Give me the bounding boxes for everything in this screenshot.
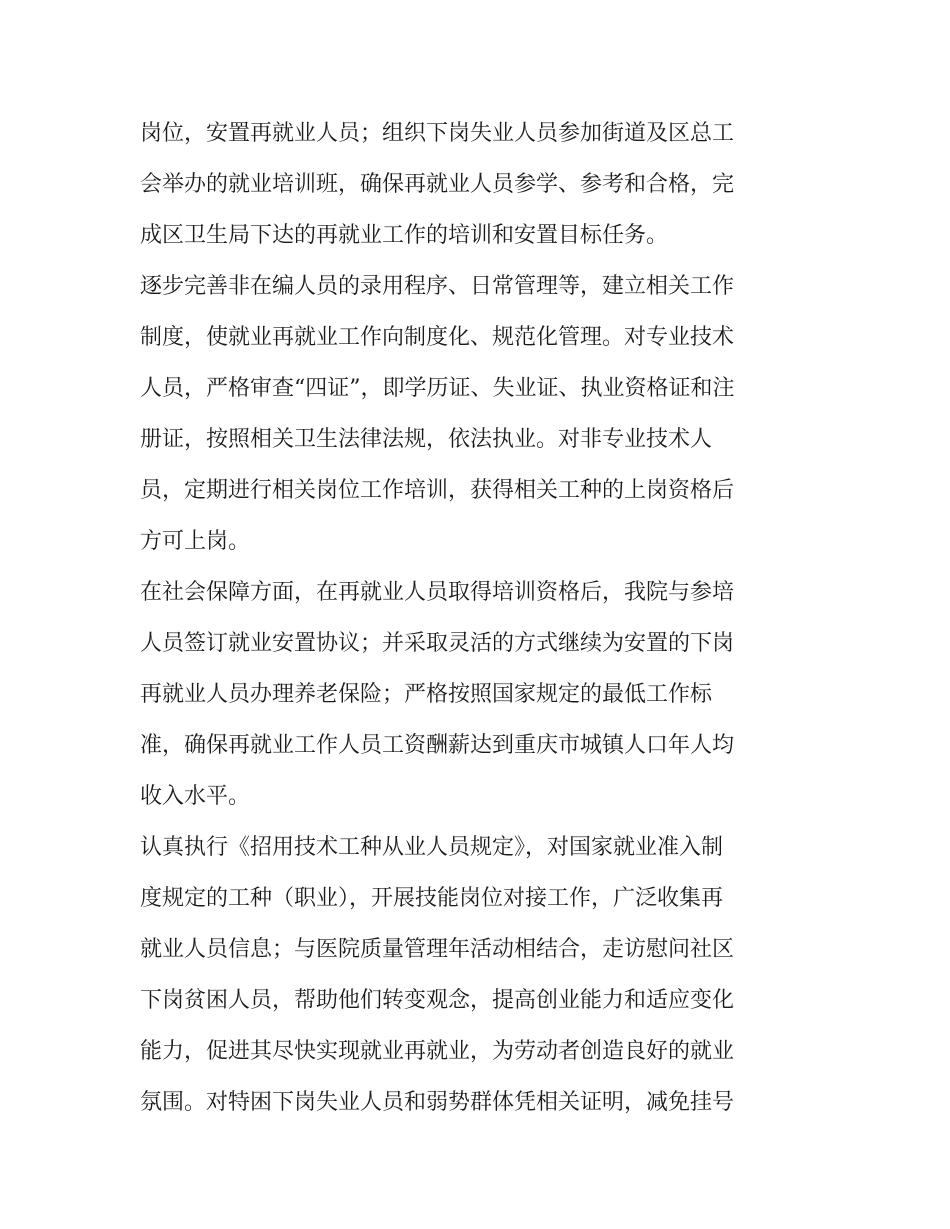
text-line-20: 氛围。对特困下岗失业人员和弱势群体凭相关证明，减免挂号 <box>140 1090 735 1115</box>
text-line-18: 下岗贫困人员，帮助他们转变观念，提高创业能力和适应变化 <box>140 988 735 1013</box>
text-line-8: 员，定期进行相关岗位工作培训，获得相关工种的上岗资格后 <box>140 478 735 503</box>
body-text <box>140 108 820 1128</box>
text-line-16: 度规定的工种（职业），开展技能岗位对接工作，广泛收集再 <box>140 886 724 911</box>
text-line-15: 认真执行《招用技术工种从业人员规定》，对国家就业准入制 <box>140 835 724 860</box>
text-line-2: 会举办的就业培训班，确保再就业人员参学、参考和合格，完 <box>140 172 735 197</box>
text-line-1: 岗位，安置再就业人员；组织下岗失业人员参加街道及区总工 <box>140 121 735 146</box>
text-line-11: 人员签订就业安置协议；并采取灵活的方式继续为安置的下岗 <box>140 631 735 656</box>
text-line-6: 人员，严格审查“四证”，即学历证、失业证、执业资格证和注 <box>140 376 735 401</box>
text-line-12: 再就业人员办理养老保险；严格按照国家规定的最低工作标 <box>140 682 713 707</box>
text-line-10: 在社会保障方面，在再就业人员取得培训资格后，我院与参培 <box>140 580 735 605</box>
text-line-7: 册证，按照相关卫生法律法规，依法执业。对非专业技术人 <box>140 427 713 452</box>
text-line-5: 制度，使就业再就业工作向制度化、规范化管理。对专业技术 <box>140 325 735 350</box>
text-line-13: 准，确保再就业工作人员工资酬薪达到重庆市城镇人口年人均 <box>140 733 735 758</box>
text-line-4: 逐步完善非在编人员的录用程序、日常管理等，建立相关工作 <box>140 274 735 299</box>
text-line-14: 收入水平。 <box>140 784 251 809</box>
text-line-19: 能力，促进其尽快实现就业再就业，为劳动者创造良好的就业 <box>140 1039 735 1064</box>
text-line-9: 方可上岗。 <box>140 529 251 554</box>
text-line-17: 就业人员信息；与医院质量管理年活动相结合，走访慰问社区 <box>140 937 735 962</box>
text-line-3: 成区卫生局下达的再就业工作的培训和安置目标任务。 <box>140 223 669 248</box>
